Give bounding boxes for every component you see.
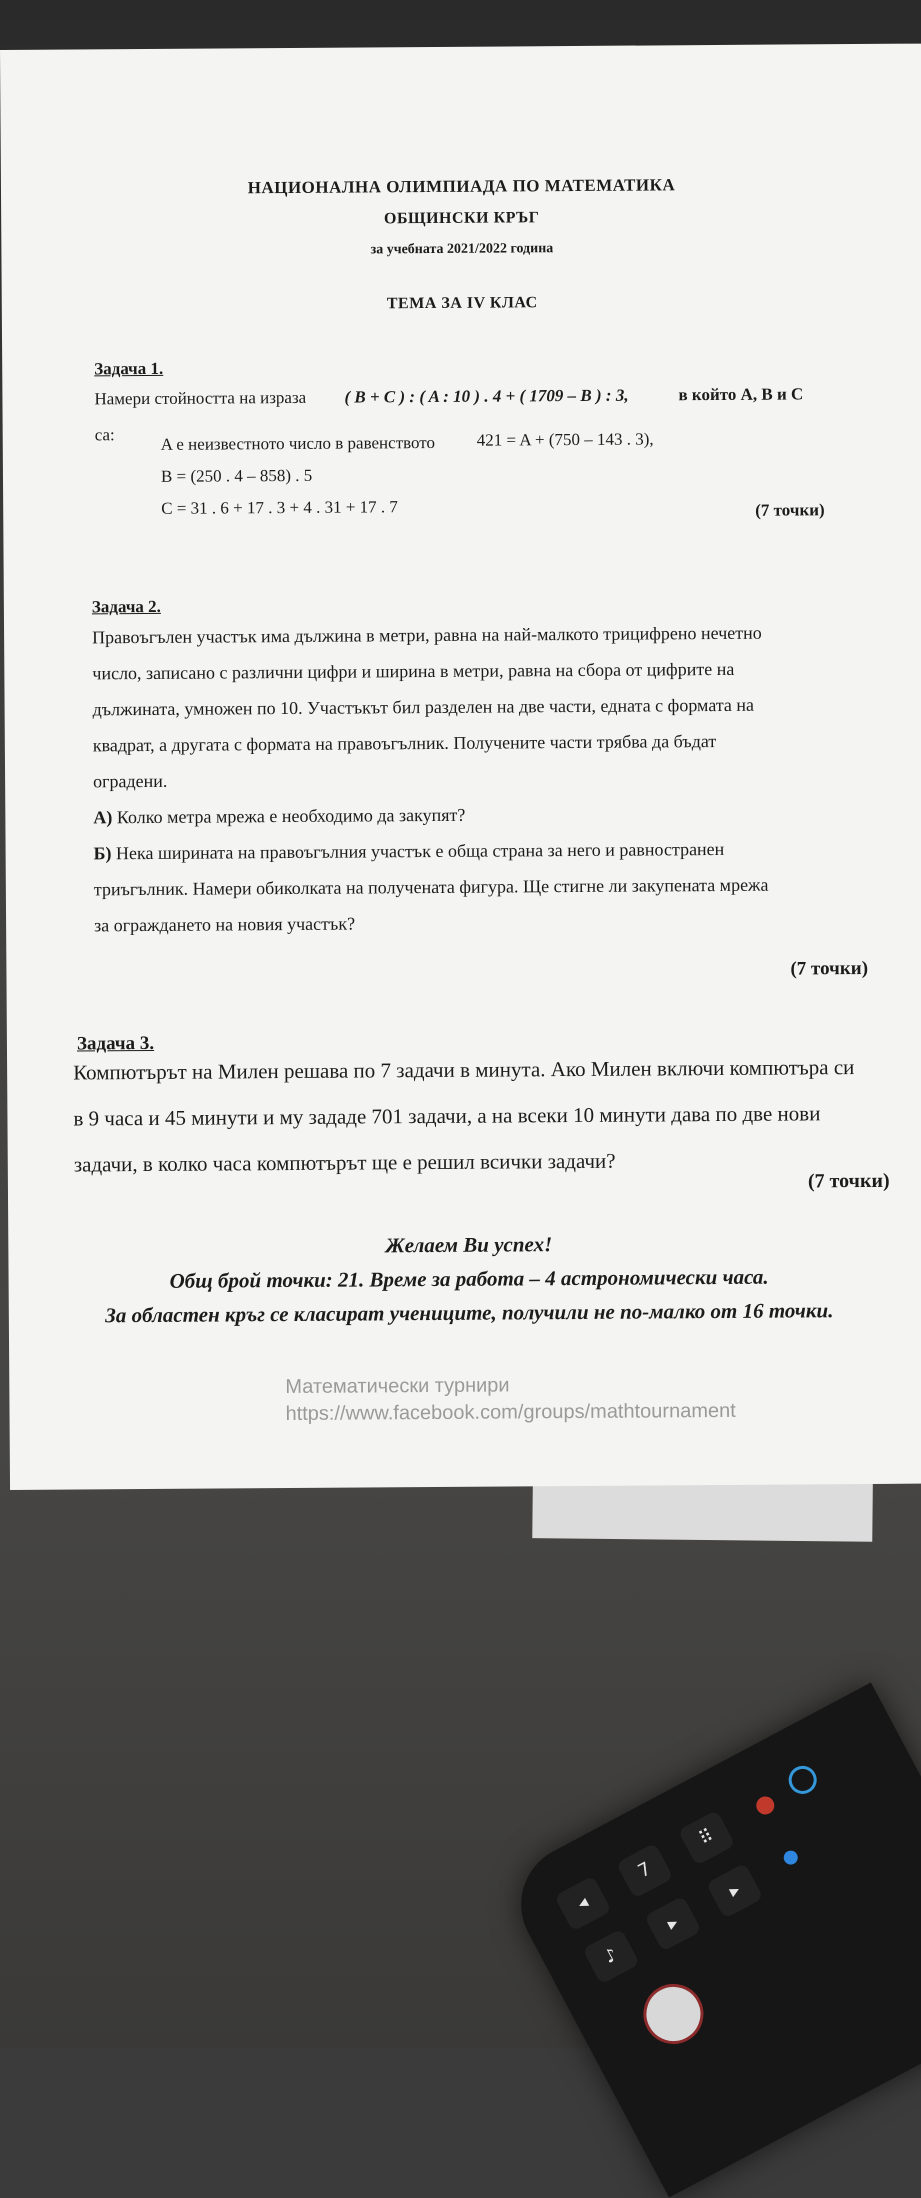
key-left-arrow[interactable]: ◂ (554, 1876, 612, 1932)
task2-question-b-line: Нека ширината на правоъгълния участък е обща страна за него и равностранен (115, 838, 725, 864)
watermark-url: https://www.facebook.com/groups/mathtournament (285, 1399, 736, 1426)
task2-question-a (93, 794, 853, 835)
blue-ring-icon (784, 1761, 822, 1799)
task3-points: (7 точки) (807, 1169, 890, 1193)
task2-question-a-label: А) (93, 807, 113, 828)
task2-line: дължината, умножен по 10. Участъкът бил разделен на две части, едната с формата на (92, 694, 755, 720)
theme-title: ТЕМА ЗА IV КЛАС (386, 294, 538, 313)
task2-title: Задача 2. (91, 596, 161, 617)
key-next[interactable]: ▸ (706, 1863, 764, 1919)
task1-where: в който A, B и C (678, 384, 804, 405)
round-button-icon[interactable] (633, 1973, 714, 2054)
round-title: ОБЩИНСКИ КРЪГ (383, 209, 540, 228)
task1-intro: Намери стойността на израза (94, 387, 307, 409)
key-play[interactable]: ▸ (644, 1896, 702, 1952)
task2-question-b-line: триъгълник. Намери обиколката на получената фигура. Ще стигне ли закупената мрежа (93, 874, 769, 900)
task1-line-c: C = 31 . 6 + 17 . 3 + 4 . 31 + 17 . 7 (161, 497, 398, 518)
task2-question-b (93, 830, 864, 943)
task1-line-a-text: A е неизвестното число в равенството (160, 432, 436, 454)
task2-line: оградени. (93, 770, 168, 792)
task3-body (73, 1044, 904, 1188)
task3-line: в 9 часа и 45 минути и му зададе 701 задачи, а на всеки 10 минути дава по две нови (73, 1101, 821, 1131)
task2-line: число, записано с различни цифри и ширина в метри, равна на сбора от цифрите на (92, 658, 735, 684)
exam-sheet (0, 44, 921, 1490)
blue-dot-icon (781, 1848, 800, 1867)
watermark-title: Математически турнири (285, 1374, 510, 1399)
task2-points: (7 точки) (790, 957, 869, 980)
footer-qualify: За областен кръг се класират учениците, получили не по-малко от 16 точки. (105, 1298, 834, 1328)
task3-title: Задача 3. (76, 1032, 155, 1055)
key-seven[interactable]: 7 (616, 1843, 674, 1899)
task2-line: Правоъгълен участък има дължина в метри, равна на най-малкото трицифрено нечетно (92, 622, 762, 648)
watermark (285, 1371, 736, 1428)
task3-line: Компютърът на Милен решава по 7 задачи в минута. Ако Милен включи компютъра си (73, 1055, 855, 1085)
task1-title: Задача 1. (94, 358, 164, 379)
task1-line-a-equation: 421 = A + (750 – 143 . 3), (476, 429, 654, 450)
red-dot-icon (753, 1793, 777, 1817)
task1-are: са: (94, 425, 115, 445)
task3-line: задачи, в колко часа компютърът ще е решил всички задачи? (73, 1148, 616, 1177)
key-music[interactable]: ♪ (582, 1929, 640, 1985)
task2-question-b-label: Б) (93, 843, 112, 864)
key-grid[interactable]: ⠿ (678, 1810, 736, 1866)
task2-line: квадрат, а другата с формата на правоъгълник. Получените части трябва да бъдат (92, 731, 717, 756)
task2-body (92, 614, 853, 799)
task1-line-b: B = (250 . 4 – 858) . 5 (160, 465, 313, 486)
task2-question-b-line: за ограждането на новия участък? (94, 913, 356, 936)
footer-wish: Желаем Ви успех! (385, 1232, 553, 1258)
school-year: за учебната 2021/2022 година (370, 241, 554, 258)
olympiad-title: НАЦИОНАЛНА ОЛИМПИАДА ПО МАТЕМАТИКА (247, 175, 676, 198)
footer-info: Общ брой точки: 21. Време за работа – 4 астрономически часа. (169, 1264, 769, 1293)
task2-question-a-text: Колко метра мрежа е необходимо да закупят? (116, 804, 466, 828)
task1-points: (7 точки) (755, 500, 825, 520)
task1-expression: ( B + C ) : ( A : 10 ) . 4 + ( 1709 – B ) : 3, (344, 385, 629, 407)
